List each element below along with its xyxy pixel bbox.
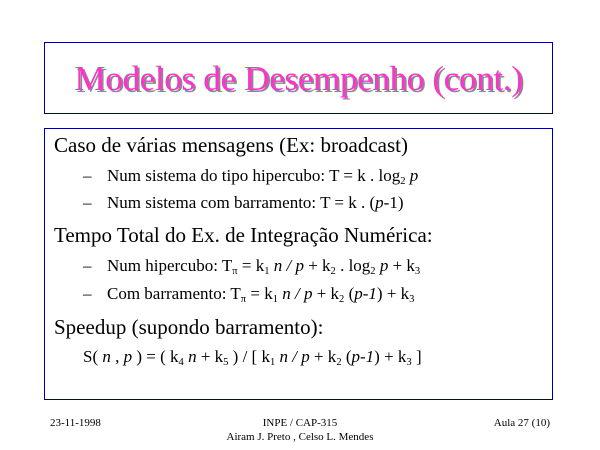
slide-title: Modelos de Desempenho (cont.): [74, 58, 523, 98]
bullet-total-time: Tempo Total do Ex. de Integração Numérica:: [54, 223, 433, 247]
sub-bullet-hypercube-time: – Num hipercubo: $T_\pi = k_1$ $n / p + k_2$ . $\log_2 p + k_3$: [83, 256, 421, 277]
title-box: [44, 42, 553, 114]
bullet-broadcast: Caso de várias mensagens (Ex: broadcast): [54, 133, 408, 157]
footer-course: INPE / CAP-315: [262, 417, 338, 429]
footer-date: 23-11-1998: [50, 417, 101, 429]
footer-course-info: [220, 416, 380, 445]
footer-authors: Airam J. Preto , Celso L. Mendes: [226, 431, 374, 444]
bullet-speedup: Speedup (supondo barramento):: [54, 315, 324, 339]
sub-bullet-hypercube: – Num sistema do tipo hipercubo: T = k . $\log_2 p$: [83, 166, 419, 187]
sub-bullet-bus: – Num sistema com barramento: T = k . (p-1): [83, 193, 404, 212]
content-box: [44, 128, 553, 400]
speedup-formula: S( n , p ) = ( $k_4$ $n + k_5$ ) / [ $k_1$ $n / p + k_2$ $(p-1) + k_3$ ]: [83, 347, 422, 368]
footer-lecture: Aula 27 (10): [493, 417, 550, 429]
sub-bullet-bus-time: – Com barramento: $T_\pi = k_1$ $n / p + k_2$ $(p-1) + k_3$: [83, 284, 415, 305]
